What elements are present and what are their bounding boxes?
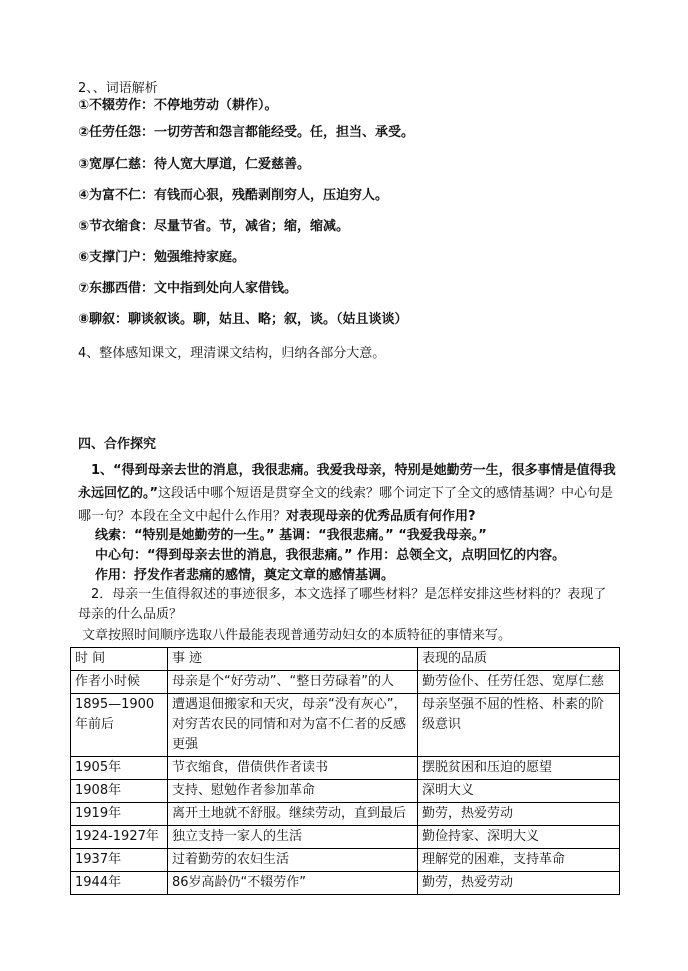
- table-cell: 勤劳，热爱劳动: [418, 872, 620, 895]
- answer-function: 作用：抒发作者悲痛的感情，奠定文章的感情基调。: [95, 568, 395, 583]
- vocab-item: ①不辍劳作：不停地劳动（耕作）。: [78, 98, 278, 113]
- question-1-quote: 1、“得到母亲去世的消息，我很悲痛。我爱我母亲，特别是她勤劳一生，很多事情是值得我永远回忆的。”: [78, 463, 616, 501]
- table-row: [71, 780, 620, 803]
- answer-central-sentence: 中心句：“得到母亲去世的消息，我很悲痛。” 作用：总领全文，点明回忆的内容。: [95, 548, 566, 563]
- table-cell: 独立支持一家人的生活: [168, 826, 418, 849]
- table-cell: 勤劳俭仆、任劳任怨、宽厚仁慈: [418, 671, 620, 694]
- table-cell: 理解党的困难，支持革命: [418, 849, 620, 872]
- question-1-text: 这段话中哪个短语是贯穿全文的线索？哪个词定下了全文的感情基调？中心句是哪一句？本段在全文中起什么作用？: [78, 486, 614, 524]
- vocab-item: ②任劳任怨：一切劳苦和怨言都能经受。任，担当、承受。: [78, 125, 415, 140]
- table-cell: 1944年: [71, 872, 168, 895]
- table-cell: 1905年: [71, 757, 168, 780]
- table-cell: 86岁高龄仍“不辍劳作”: [168, 872, 418, 895]
- table-cell: 1919年: [71, 803, 168, 826]
- table-header: 事 迹: [168, 648, 418, 671]
- table-cell: 遭遇退佃搬家和天灾，母亲“没有灰心”，对穷苦农民的同情和对为富不仁者的反感更强: [168, 694, 418, 757]
- vocab-item: ⑦东挪西借：文中指到处向人家借钱。: [78, 281, 298, 296]
- table-cell: 勤俭持家、深明大义: [418, 826, 620, 849]
- vocab-item: ④为富不仁：有钱而心狠，残酷剥削穷人，压迫穷人。: [78, 188, 389, 203]
- table-row: [71, 849, 620, 872]
- vocab-item: ③宽厚仁慈：待人宽大厚道，仁爱慈善。: [78, 157, 311, 172]
- deeds-table: [70, 647, 620, 895]
- answer-clue: 线索：“特别是她勤劳的一生。” 基调：“我很悲痛。” “我爱我母亲。”: [95, 528, 487, 543]
- cooperation-heading: 四、合作探究: [78, 437, 157, 452]
- table-cell: 母亲是个“好劳动”、“整日劳碌着”的人: [168, 671, 418, 694]
- table-cell: 支持、慰勉作者参加革命: [168, 780, 418, 803]
- question-2-answer: 文章按照时间顺序选取八件最能表现普通劳动妇女的本质特征的事情来写。: [82, 628, 512, 643]
- vocab-item: ⑤节衣缩食：尽量节省。节，减省；缩，缩减。: [78, 219, 350, 234]
- table-row: [71, 826, 620, 849]
- question-1: [78, 459, 618, 528]
- structure-task: 4、整体感知课文，理清课文结构，归纳各部分大意。: [78, 346, 386, 361]
- table-cell: 母亲坚强不屈的性格、朴素的阶级意识: [418, 694, 620, 757]
- table-header-row: [71, 648, 620, 671]
- vocab-item: ⑥支撑门户：勉强维持家庭。: [78, 250, 246, 265]
- table-cell: 1895—1900年前后: [71, 694, 168, 757]
- table-cell: 1937年: [71, 849, 168, 872]
- vocab-item: ⑧聊叙：聊谈叙谈。聊，姑且、略；叙，谈。（姑且谈谈）: [78, 312, 408, 327]
- vocab-heading: 2、、词语解析: [78, 81, 158, 96]
- table-row: [71, 872, 620, 895]
- table-cell: 离开土地就不舒服。继续劳动，直到最后: [168, 803, 418, 826]
- table-row: [71, 757, 620, 780]
- table-cell: 作者小时候: [71, 671, 168, 694]
- table-cell: 摆脱贫困和压迫的愿望: [418, 757, 620, 780]
- table-cell: 深明大义: [418, 780, 620, 803]
- table-row: [71, 671, 620, 694]
- table-header: 时 间: [71, 648, 168, 671]
- table-header: 表现的品质: [418, 648, 620, 671]
- table-cell: 过着勤劳的农妇生活: [168, 849, 418, 872]
- table-cell: 1924-1927年: [71, 826, 168, 849]
- table-row: [71, 803, 620, 826]
- table-cell: 1908年: [71, 780, 168, 803]
- table-row: [71, 694, 620, 757]
- question-2: 2．母亲一生值得叙述的事迹很多，本文选择了哪些材料？是怎样安排这些材料的？表现了母亲的什么品质？: [78, 587, 607, 622]
- question-1-emphasis: 对表现母亲的优秀品质有何作用?: [286, 509, 476, 524]
- table-cell: 勤劳，热爱劳动: [418, 803, 620, 826]
- table-cell: 节衣缩食，借债供作者读书: [168, 757, 418, 780]
